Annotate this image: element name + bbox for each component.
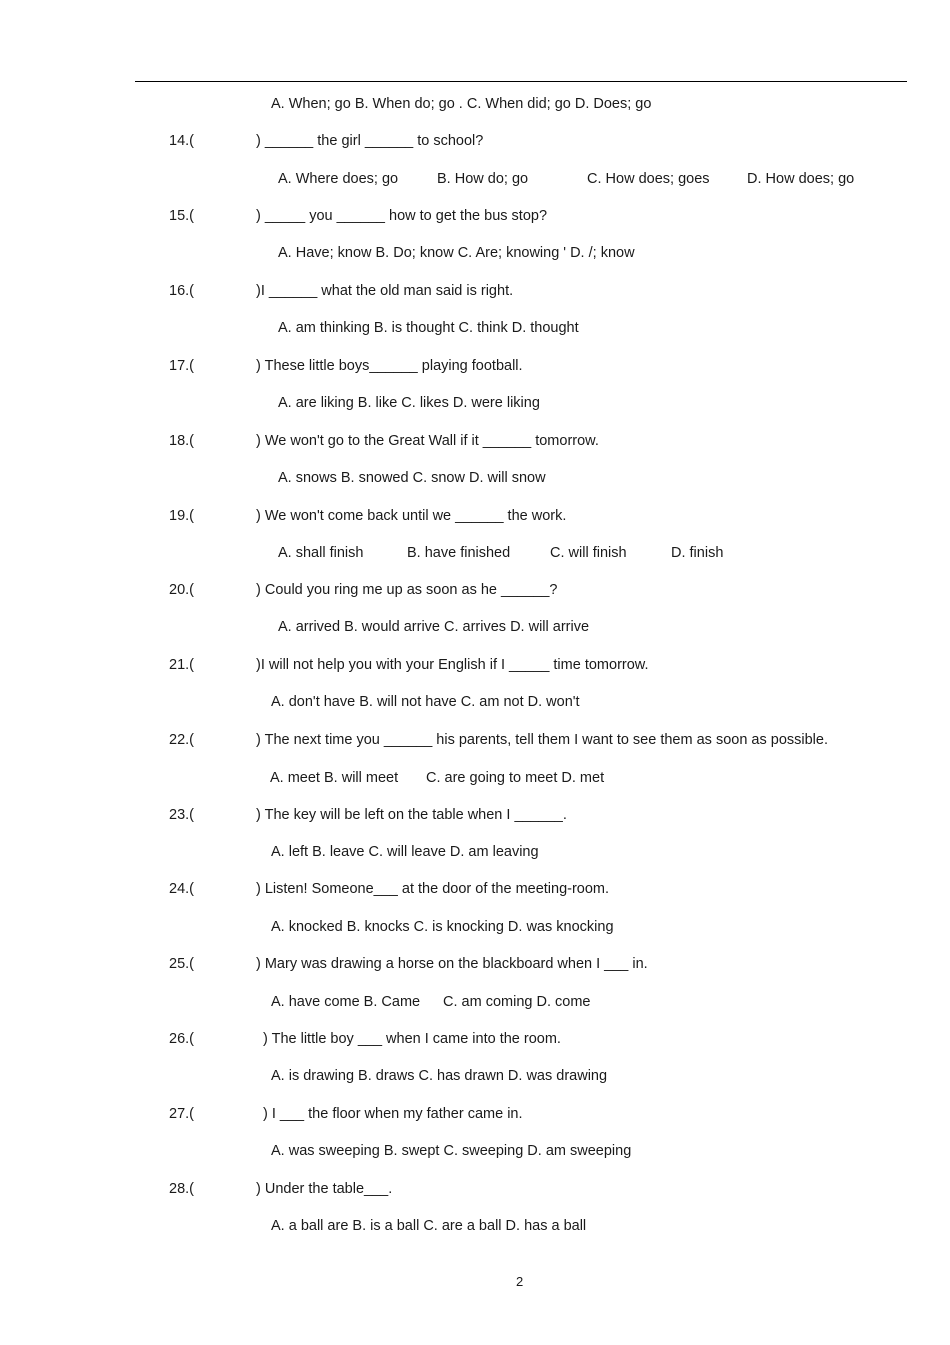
option-b: B. have finished (407, 545, 511, 561)
question-stem: ) These little boys______ playing football. (256, 358, 523, 374)
option-c: C. will finish (550, 545, 627, 561)
options: A. snows B. snowed C. snow D. will snow (278, 470, 546, 486)
question-number: 15.( (169, 208, 194, 224)
question-stem: )I will not help you with your English if I _____ time tomorrow. (256, 657, 649, 673)
question-stem: ) _____ you ______ how to get the bus stop? (256, 208, 548, 224)
option-d: D. How does; go (747, 171, 855, 187)
option-cd: C. are going to meet D. met (426, 770, 605, 786)
option-a: A. Where does; go (278, 171, 399, 187)
option-d: D. finish (671, 545, 724, 561)
question-stem: ) Mary was drawing a horse on the blackboard when I ___ in. (256, 956, 648, 972)
options: A. are liking B. like C. likes D. were liking (278, 395, 540, 411)
header-rule (135, 81, 907, 82)
options: A. is drawing B. draws C. has drawn D. was drawing (271, 1068, 608, 1084)
question-number: 23.( (169, 807, 194, 823)
options: A. arrived B. would arrive C. arrives D. will arrive (278, 619, 590, 635)
question-stem: ) Listen! Someone___ at the door of the meeting-room. (256, 881, 610, 897)
question-stem: ) Under the table___. (256, 1181, 393, 1197)
question-number: 18.( (169, 433, 194, 449)
question-stem: ) We won't come back until we ______ the work. (256, 508, 567, 524)
question-stem: ) We won't go to the Great Wall if it ______ tomorrow. (256, 433, 599, 449)
option-cd: C. am coming D. come (443, 994, 591, 1010)
options: A. am thinking B. is thought C. think D. thought (278, 320, 579, 336)
q13-options: A. When; go B. When do; go . C. When did; go D. Does; go (271, 96, 652, 112)
option-c: C. How does; goes (587, 171, 710, 187)
options: A. left B. leave C. will leave D. am leaving (271, 844, 539, 860)
question-stem: ) The little boy ___ when I came into the room. (263, 1031, 561, 1047)
question-number: 28.( (169, 1181, 194, 1197)
options: A. a ball are B. is a ball C. are a ball D. has a ball (271, 1218, 587, 1234)
option-a: A. shall finish (278, 545, 364, 561)
question-number: 16.( (169, 283, 194, 299)
option-ab: A. have come B. Came (271, 994, 421, 1010)
options: A. Have; know B. Do; know C. Are; knowing ' D. /; know (278, 245, 635, 261)
question-number: 20.( (169, 582, 194, 598)
question-stem: ) I ___ the floor when my father came in. (263, 1106, 523, 1122)
question-number: 24.( (169, 881, 194, 897)
question-number: 21.( (169, 657, 194, 673)
page-number: 2 (516, 1274, 524, 1289)
question-number: 27.( (169, 1106, 194, 1122)
options: A. don't have B. will not have C. am not D. won't (271, 694, 580, 710)
question-number: 26.( (169, 1031, 194, 1047)
question-stem: ) The next time you ______ his parents, tell them I want to see them as soon as possible. (256, 732, 828, 748)
options: A. knocked B. knocks C. is knocking D. was knocking (271, 919, 614, 935)
question-stem: )I ______ what the old man said is right. (256, 283, 514, 299)
question-number: 17.( (169, 358, 194, 374)
question-stem: ) ______ the girl ______ to school? (256, 133, 484, 149)
question-stem: ) Could you ring me up as soon as he ______? (256, 582, 558, 598)
option-b: B. How do; go (437, 171, 529, 187)
options: A. was sweeping B. swept C. sweeping D. am sweeping (271, 1143, 632, 1159)
question-number: 14.( (169, 133, 194, 149)
option-ab: A. meet B. will meet (270, 770, 399, 786)
question-number: 22.( (169, 732, 194, 748)
question-number: 25.( (169, 956, 194, 972)
question-number: 19.( (169, 508, 194, 524)
question-stem: ) The key will be left on the table when I ______. (256, 807, 567, 823)
